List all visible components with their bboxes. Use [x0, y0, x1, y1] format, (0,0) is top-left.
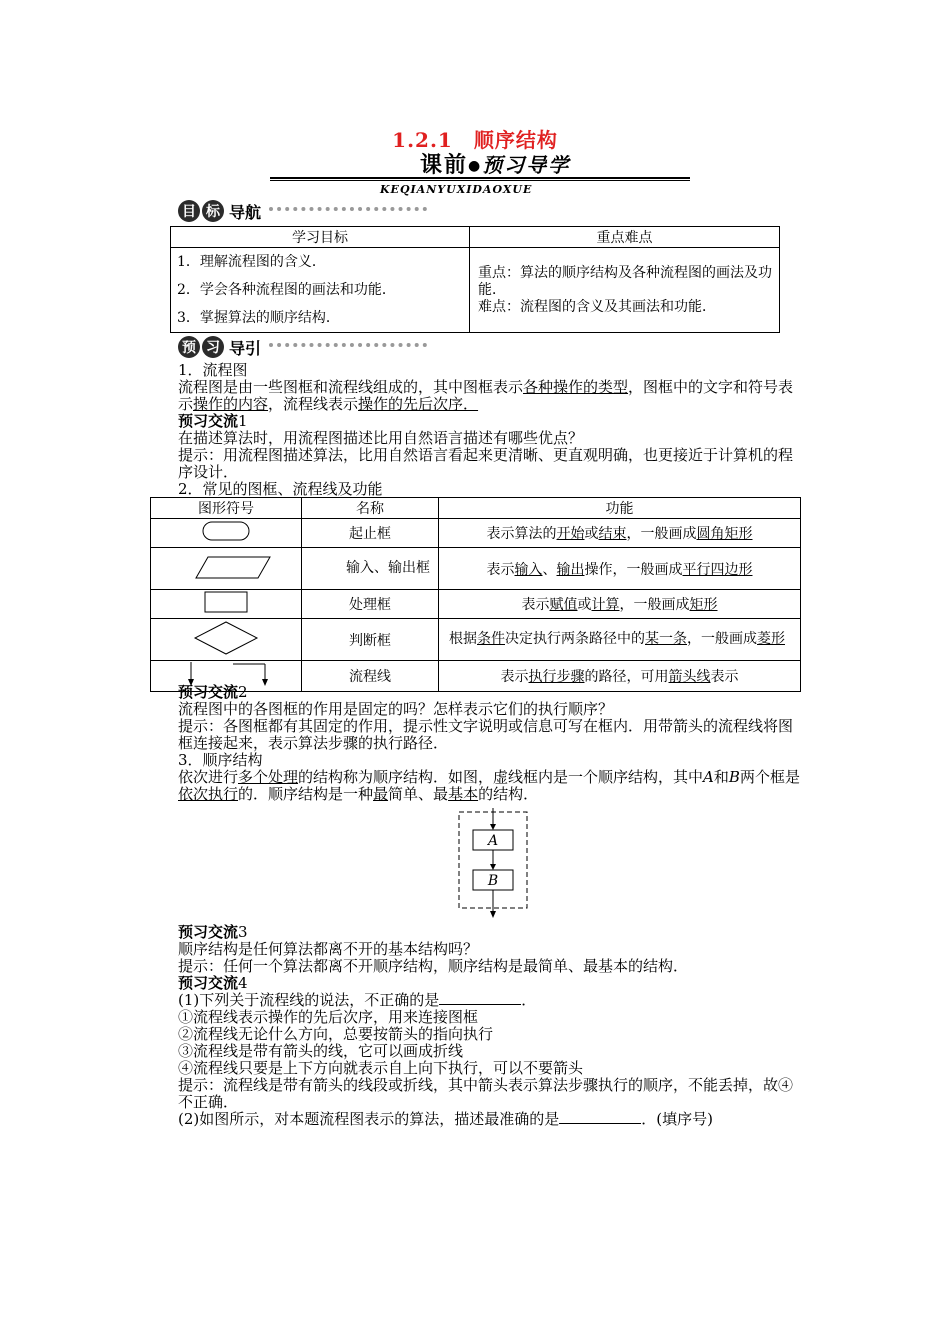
symbol-table — [150, 497, 801, 692]
text: 流程图是由一些图框和流程线组成的，其中图框表示 — [178, 378, 524, 396]
option-item: ③流程线是带有箭头的线，它可以画成折线 — [178, 1042, 464, 1060]
part3-paragraph: 依次进行多个处理的结构称为顺序结构．如图，虚线框内是一个顺序结构，其中A和B两个框是依次执行的．顺序结构是一种最简单、最基本的结构． — [178, 768, 800, 803]
goals-table — [170, 226, 780, 333]
text: ，图框中的文字和符号表示 — [178, 378, 794, 413]
section-heading-goals — [178, 198, 427, 224]
symbol-function: 表示赋值或计算，一般画成矩形 — [439, 590, 801, 619]
banner-main: 课前 — [420, 152, 469, 178]
col-header: 名称 — [302, 498, 439, 519]
part2-heading: 2．常见的图框、流程线及功能 — [178, 480, 383, 498]
exchange1-question: 在描述算法时，用流程图描述比用自然语言描述有哪些优点？ — [178, 429, 584, 447]
exchange4-title — [178, 975, 248, 992]
exchange3-hint: 提示：任何一个算法都离不开顺序结构，顺序结构是最简单、最基本的结构． — [178, 957, 689, 975]
exchange-num: 2 — [238, 683, 248, 701]
part3-heading: 3．顺序结构 — [178, 751, 263, 769]
io-symbol-cell — [151, 548, 302, 590]
section-heading-preview — [178, 334, 427, 360]
badge-char: 习 — [202, 336, 224, 358]
box-a-label: A — [487, 833, 499, 849]
symbol-function: 表示执行步骤的路径，可用箭头线表示 — [439, 661, 801, 692]
section-label: 导引 — [229, 338, 262, 358]
symbol-name: 判断框 — [302, 619, 439, 661]
badge-char: 目 — [178, 200, 200, 222]
banner-dot: ● — [468, 158, 483, 174]
exchange-label: 预习交流 — [178, 683, 239, 701]
sequence-structure-diagram — [455, 808, 535, 920]
box-b-label: B — [487, 873, 499, 889]
exchange2-question: 流程图中的各图框的作用是固定的吗？怎样表示它们的执行顺序？ — [178, 700, 614, 718]
option-item: ①流程线表示操作的先后次序，用来连接图框 — [178, 1008, 479, 1026]
symbol-name: 处理框 — [302, 590, 439, 619]
process-symbol-cell — [151, 590, 302, 619]
section-label: 导航 — [229, 202, 262, 222]
exchange-num: 4 — [238, 974, 248, 992]
exchange-label: 预习交流 — [178, 923, 239, 941]
exchange4-q2: (2)如图所示，对本题流程图表示的算法，描述最准确的是 ．(填序号) — [178, 1110, 713, 1128]
answer-blank[interactable] — [559, 1111, 641, 1124]
symbol-name: 输入、输出框 — [302, 548, 439, 590]
section-banner — [420, 148, 570, 179]
answer-underline: 操作的内容 — [193, 395, 269, 413]
diamond-symbol — [181, 620, 271, 656]
goals-list — [171, 248, 470, 333]
key-points-cell — [470, 248, 780, 333]
banner-rule — [270, 177, 690, 179]
answer-blank[interactable] — [439, 992, 521, 1005]
goal-item: 1．理解流程图的含义． — [177, 254, 326, 270]
parallelogram-symbol — [176, 552, 276, 582]
dotted-divider — [269, 343, 427, 351]
difficult-points: 难点：流程图的含义及其画法和功能． — [478, 298, 716, 315]
exchange2-title — [178, 684, 248, 701]
goals-col-header: 学习目标 — [171, 227, 470, 248]
decision-symbol-cell — [151, 619, 302, 661]
exchange-num: 3 — [238, 923, 248, 941]
option-item: ②流程线无论什么方向，总要按箭头的指向执行 — [178, 1025, 494, 1043]
symbol-name: 起止框 — [302, 519, 439, 548]
exchange1-title — [178, 413, 248, 430]
page-title: 1.2.1 顺序结构 — [392, 128, 558, 152]
badge-char: 标 — [202, 200, 224, 222]
exchange3-title — [178, 924, 248, 941]
goal-item: 2．学会各种流程图的画法和功能． — [177, 282, 396, 298]
symbol-function: 表示算法的开始或结束，一般画成圆角矩形 — [439, 519, 801, 548]
exchange-label: 预习交流 — [178, 974, 239, 992]
goal-item: 3．掌握算法的顺序结构． — [177, 310, 340, 326]
key-points: 重点：算法的顺序结构及各种流程图的画法及功能． — [478, 264, 772, 298]
rounded-rect-symbol — [181, 519, 271, 543]
exchange-num: 1 — [238, 412, 248, 430]
exchange1-hint: 提示：用流程图描述算法，比用自然语言看起来更清晰、更直观明确，也更接近于计算机的程序设计． — [178, 446, 794, 481]
exchange4-hint: 提示：流程线是带有箭头的线段或折线，其中箭头表示算法步骤执行的顺序，不能丢掉，故④不正确． — [178, 1076, 794, 1111]
symbol-function: 根据条件决定执行两条路径中的某一条，一般画成菱形 — [439, 619, 801, 661]
dotted-divider — [269, 207, 427, 215]
part1-paragraph — [178, 379, 803, 413]
banner-pinyin: KEQIANYUXIDAOXUE — [380, 183, 533, 196]
col-header: 功能 — [439, 498, 801, 519]
exchange2-hint: 提示：各图框都有其固定的作用，提示性文字说明或信息可写在框内．用带箭头的流程线将图框连接起来，表示算法步骤的执行路径． — [178, 717, 794, 752]
part1-heading: 1．流程图 — [178, 361, 248, 379]
answer-underline: 各种操作的类型 — [523, 378, 629, 396]
answer-underline: 操作的先后次序． — [358, 395, 479, 413]
badge-char: 预 — [178, 336, 200, 358]
symbol-name: 流程线 — [302, 661, 439, 692]
text: ，流程线表示 — [268, 395, 359, 413]
exchange4-q1: (1)下列关于流程线的说法，不正确的是 ． — [178, 991, 537, 1009]
terminal-symbol-cell — [151, 519, 302, 548]
banner-rule-thin — [270, 180, 690, 181]
option-item: ④流程线只要是上下方向就表示自上向下执行，可以不要箭头 — [178, 1059, 584, 1077]
exchange-label: 预习交流 — [178, 412, 239, 430]
key-col-header: 重点难点 — [470, 227, 780, 248]
rectangle-symbol — [181, 590, 271, 614]
banner-sub: 预习导学 — [482, 153, 571, 177]
col-header: 图形符号 — [151, 498, 302, 519]
exchange3-question: 顺序结构是任何算法都离不开的基本结构吗？ — [178, 940, 479, 958]
symbol-function: 表示输入、输出操作，一般画成平行四边形 — [439, 548, 801, 590]
